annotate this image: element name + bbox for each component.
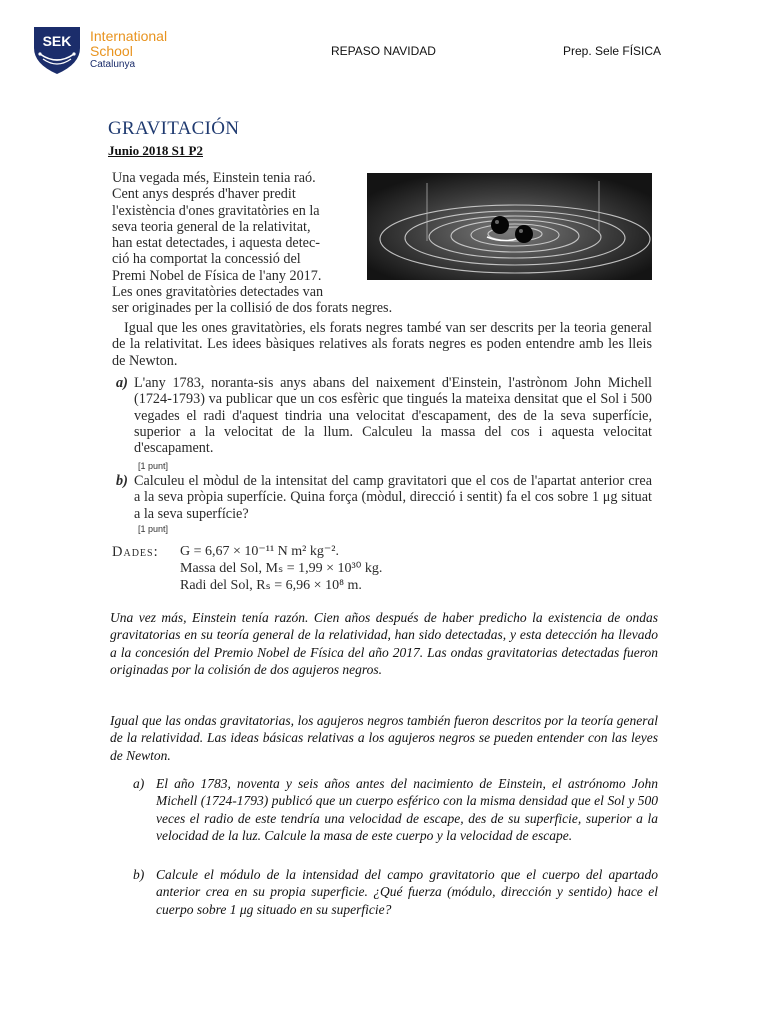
intro-line: han estat detectades, i aquesta detec-	[112, 235, 320, 252]
data-label: Dades:	[112, 544, 159, 560]
question-b-text: Calculeu el mòdul de la intensitat del camp gravitatori que el cos de l'apartat anterior crea a la seva pròpia superfície. Quina força (mòdul, direcció i sentit) fa el cos sobre 1 μg situat a la seva superfície?	[134, 473, 652, 522]
exam-reference: Junio 2018 S1 P2	[108, 143, 203, 158]
page-title: GRAVITACIÓN	[108, 118, 240, 139]
header-right-text: Prep. Sele FÍSICA	[563, 44, 662, 58]
exam-paragraph: Igual que les ones gravitatòries, els forats negres també van ser descrits per la teoria general de la relativitat. Les idees bàsiques relatives als forats negres es poden entendre amb les lleis de Newton.	[112, 320, 652, 369]
translation-b-text: Calcule el módulo de la intensidad del campo gravitatorio que el cuerpo del apartado anterior crea en su propia superficie. ¿Qué fuerza (módulo, dirección y sentido) hace el cuerpo sobre 1 μg situado en su superficie?	[156, 867, 658, 917]
header-center-text: REPASO NAVIDAD	[331, 44, 436, 58]
data-line: Radi del Sol, Rₛ = 6,96 × 10⁸ m.	[180, 578, 362, 593]
question-a-points: [1 punt]	[138, 461, 169, 471]
logo-text-international: International	[90, 28, 168, 44]
intro-line: seva teoria general de la relativitat,	[112, 218, 311, 235]
intro-line: Una vegada més, Einstein tenia raó.	[112, 170, 316, 186]
exam-intro	[112, 170, 393, 317]
translation-question-b	[133, 866, 658, 918]
intro-line: Cent anys després d'haver predit	[112, 186, 296, 203]
question-a-label: a)	[116, 375, 128, 391]
black-holes-illustration-icon	[367, 173, 652, 280]
logo-text-school: School	[90, 43, 133, 59]
intro-line: Premi Nobel de Física de l'any 2017.	[112, 267, 322, 284]
question-a-text: L'any 1783, noranta-sis anys abans del naixement d'Einstein, l'astrònom John Michell (1724-1793) va publicar que un cos esfèric que tingués la mateixa densitat que el Sol i 500 vegades el radi d'aquest tindria una velocitat d'escapament, des de la seva superfície, superior a la velocitat de la llum. Calculeu la massa del cos i aquesta velocitat d'escapament.	[134, 375, 652, 457]
translation-paragraph-2: Igual que las ondas gravitatorias, los agujeros negros también fueron descritos por la teoría general de la relatividad. Las ideas básicas relativas a los agujeros negros se pueden entender con las leyes de Newton.	[110, 713, 658, 763]
data-line: G = 6,67 × 10⁻¹¹ N m² kg⁻².	[180, 544, 339, 559]
question-b-label: b)	[116, 473, 128, 489]
intro-line: ser originades per la collisió de dos forats negres.	[112, 300, 393, 317]
intro-line: l'existència d'ones gravitatòries en la	[112, 202, 320, 219]
sek-shield-icon	[30, 24, 84, 76]
black-holes-spacetime-image	[367, 173, 652, 280]
school-logo	[30, 24, 190, 76]
exam-scan	[112, 170, 657, 593]
translation-paragraph-1: Una vez más, Einstein tenía razón. Cien años después de haber predicho la existencia de ondas gravitatorias en su teoría general de la relatividad, han sido detectadas, y esta detección ha llevado a la concesión del Premio Nobel de Física del año 2017. Las ondas gravitatorias detectadas fueron originadas por la colisión de dos agujeros negros.	[110, 610, 658, 678]
intro-line: Les ones gravitatòries detectades van	[112, 284, 324, 301]
exam-question-a	[112, 375, 652, 456]
translation-b-label: b)	[133, 867, 145, 882]
logo-mark: SEK	[42, 33, 72, 49]
translation-a-label: a)	[133, 776, 145, 791]
intro-line: ció ha comportat la concessió del	[112, 251, 301, 268]
exam-question-b	[112, 473, 652, 522]
logo-text-catalunya: Catalunya	[90, 59, 136, 70]
data-line: Massa del Sol, Mₛ = 1,99 × 10³⁰ kg.	[180, 561, 383, 576]
question-b-points: [1 punt]	[138, 524, 169, 534]
translation-a-text: El año 1783, noventa y seis años antes del nacimiento de Einstein, el astrónomo John Michell (1724-1793) publicó que un cuerpo esférico con la misma densidad que el Sol y 500 veces el radio de este tendría una velocidad de escape, des de su superficie, superior a la velocidad de la luz. Calcule la masa de este cuerpo y la velocidad de escape.	[156, 776, 658, 844]
translation-question-a	[133, 775, 658, 845]
